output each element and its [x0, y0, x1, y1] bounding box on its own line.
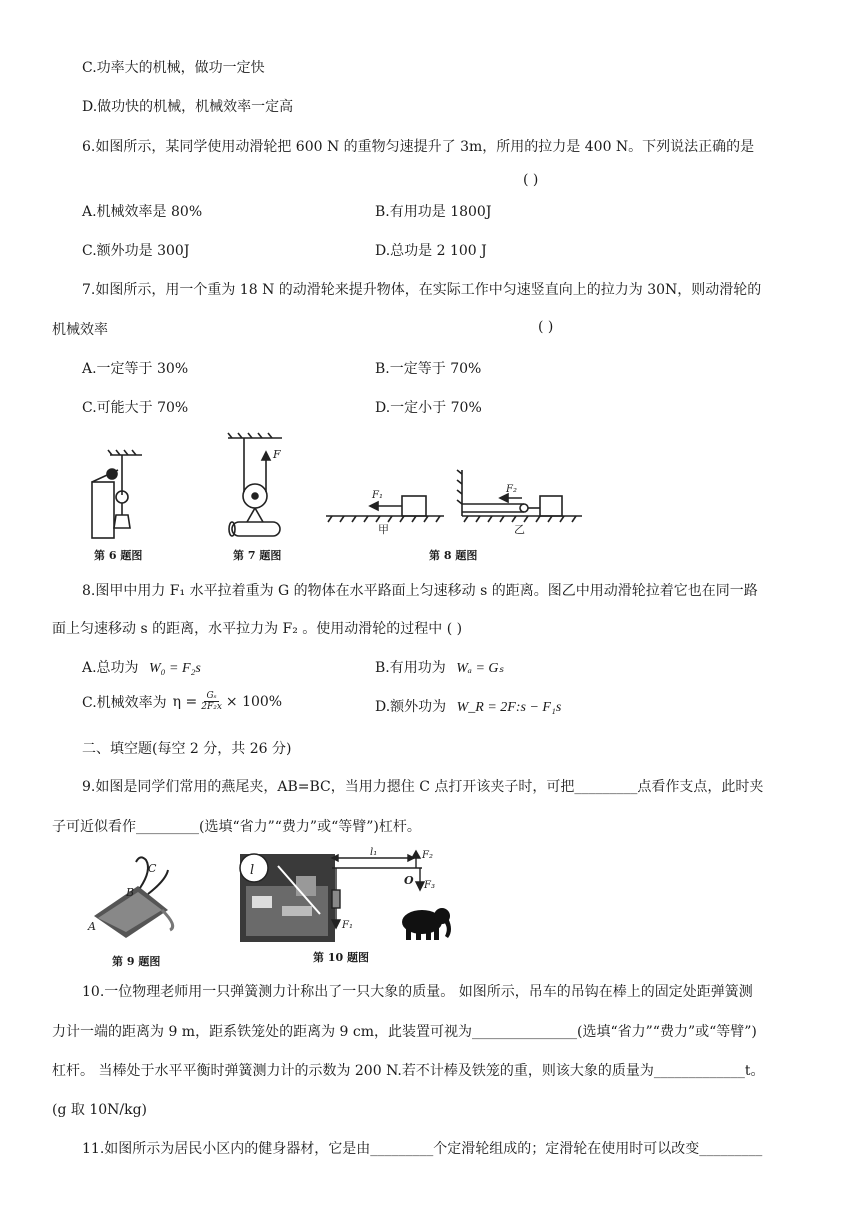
q8-stem-line1: 8.图甲中用力 F₁ 水平拉着重为 G 的物体在水平路面上匀速移动 s 的距离。图乙中用动滑轮拉着它也在同一路 [82, 583, 758, 599]
q8-option-a [82, 657, 201, 677]
q8-option-c-denominator: 2F₂x [201, 702, 222, 712]
q6-answer-bracket: ( ) [523, 172, 539, 188]
figure-10-l-label: l [250, 863, 255, 878]
q6-option-c: C.额外功是 300J [82, 243, 190, 259]
figure-8-f1-label: F₁ [372, 490, 383, 501]
q8-option-c-text: C.机械效率为 [82, 694, 167, 711]
q8-option-b [375, 657, 504, 677]
figure-10-l1-label: l₁ [370, 847, 378, 858]
q7-option-d: D.一定小于 70% [375, 400, 482, 416]
figure-7-caption: 第 7 题图 [233, 549, 282, 562]
q8-option-d-text: D.额外功为 [375, 699, 447, 715]
q8-option-c-percent: × 100% [225, 693, 283, 710]
figure-9-point-a: A [88, 920, 96, 933]
q7-answer-bracket: ( ) [538, 319, 554, 335]
q7-stem-line1: 7.如图所示，用一个重为 18 N 的动滑轮来提升物体，在实际工作中匀速竖直向上的拉力为 30N，则动滑轮的 [82, 282, 762, 298]
figure-8-caption: 第 8 题图 [429, 549, 478, 562]
q9-stem-line1: 9.如图是同学们常用的燕尾夹，AB=BC，当用力摁住 C 点打开该夹子时，可把_________点看作支点，此时夹 [82, 779, 764, 795]
q7-stem-line2: 机械效率 [52, 322, 108, 338]
section-2-heading: 二、填空题(每空 2 分，共 26 分) [82, 741, 292, 757]
figure-8-jia-label: 甲 [378, 523, 389, 536]
q8-stem-line2: 面上匀速移动 s 的距离，水平拉力为 F₂ 。使用动滑轮的过程中 ( ) [52, 621, 463, 637]
figure-row-6-7-8 [82, 430, 592, 565]
q8-option-c-eta: η = [172, 693, 198, 710]
figure-10-f1-label: F₁ [342, 920, 353, 931]
q5-option-d: D.做功快的机械，机械效率一定高 [82, 99, 294, 115]
figure-row-9-10 [82, 846, 482, 956]
figure-6-pulley-diagram [92, 450, 142, 538]
q7-option-c: C.可能大于 70% [82, 400, 189, 416]
q7-option-a: A.一定等于 30% [82, 361, 189, 377]
q6-option-b: B.有用功是 1800J [375, 204, 492, 220]
q5-option-c: C.功率大的机械，做功一定快 [82, 60, 265, 76]
q11-line1: 11.如图所示为居民小区内的健身器材，它是由_________个定滑轮组成的；定滑轮在使用时可以改变_________ [82, 1141, 763, 1157]
q10-line1: 10.一位物理老师用一只弹簧测力计称出了一只大象的质量。 如图所示，吊车的吊钩在棒上的固定处距弹簧测 [82, 984, 753, 1000]
figure-9-point-c: C [148, 862, 157, 875]
figure-6-caption: 第 6 题图 [94, 549, 143, 562]
q8-option-d-formula: W_R = 2F:s − F₁s [456, 700, 562, 715]
q7-option-b: B.一定等于 70% [375, 361, 482, 377]
figure-9-caption: 第 9 题图 [112, 955, 161, 968]
elephant-icon [402, 908, 451, 940]
q8-option-b-text: B.有用功为 [375, 660, 446, 676]
figure-9-point-b: B [126, 886, 135, 899]
q8-option-d [375, 696, 561, 716]
q8-option-a-text: A.总功为 [82, 660, 139, 676]
q6-stem: 6.如图所示，某同学使用动滑轮把 600 N 的重物匀速提升了 3m，所用的拉力是 400 N。下列说法正确的是 [82, 139, 755, 155]
figure-10-o-label: O [404, 874, 414, 887]
q8-option-c [82, 691, 282, 712]
figure-10-f2-label: F₂ [422, 850, 433, 861]
figure-8-f2-label: F₂ [506, 484, 517, 495]
q8-option-a-formula: W₀ = F₂s [149, 661, 201, 676]
figure-8-jia-diagram [326, 496, 444, 522]
figure-8-yi-label: 乙 [514, 523, 525, 536]
q6-option-a: A.机械效率是 80% [82, 204, 203, 220]
q6-option-d: D.总功是 2 100 J [375, 243, 487, 259]
figure-8-yi-diagram [457, 470, 582, 522]
q10-line3: 杠杆。 当棒处于水平平衡时弹簧测力计的示数为 200 N.若不计棒及铁笼的重，则该大象的质量为_____________t。 [52, 1063, 765, 1079]
q10-line2: 力计一端的距离为 9 m，距系铁笼处的距离为 9 cm，此装置可视为_______________(选填“省力”“费力”或“等臂”) [52, 1024, 757, 1040]
figure-10-caption: 第 10 题图 [313, 951, 369, 964]
figure-10-crane-photo [240, 854, 335, 942]
q8-option-c-numerator: Gₛ [206, 691, 217, 701]
q10-line4: (g 取 10N/kg) [52, 1102, 148, 1118]
q8-option-c-fraction [201, 691, 222, 712]
figure-10-f3-label: F₃ [424, 880, 435, 891]
figure-7-force-label: F [273, 448, 281, 461]
q9-stem-line2: 子可近似看作_________(选填“省力”“费力”或“等臂”)杠杆。 [52, 819, 421, 835]
q8-option-b-formula: Wₐ = Gₛ [456, 661, 504, 676]
